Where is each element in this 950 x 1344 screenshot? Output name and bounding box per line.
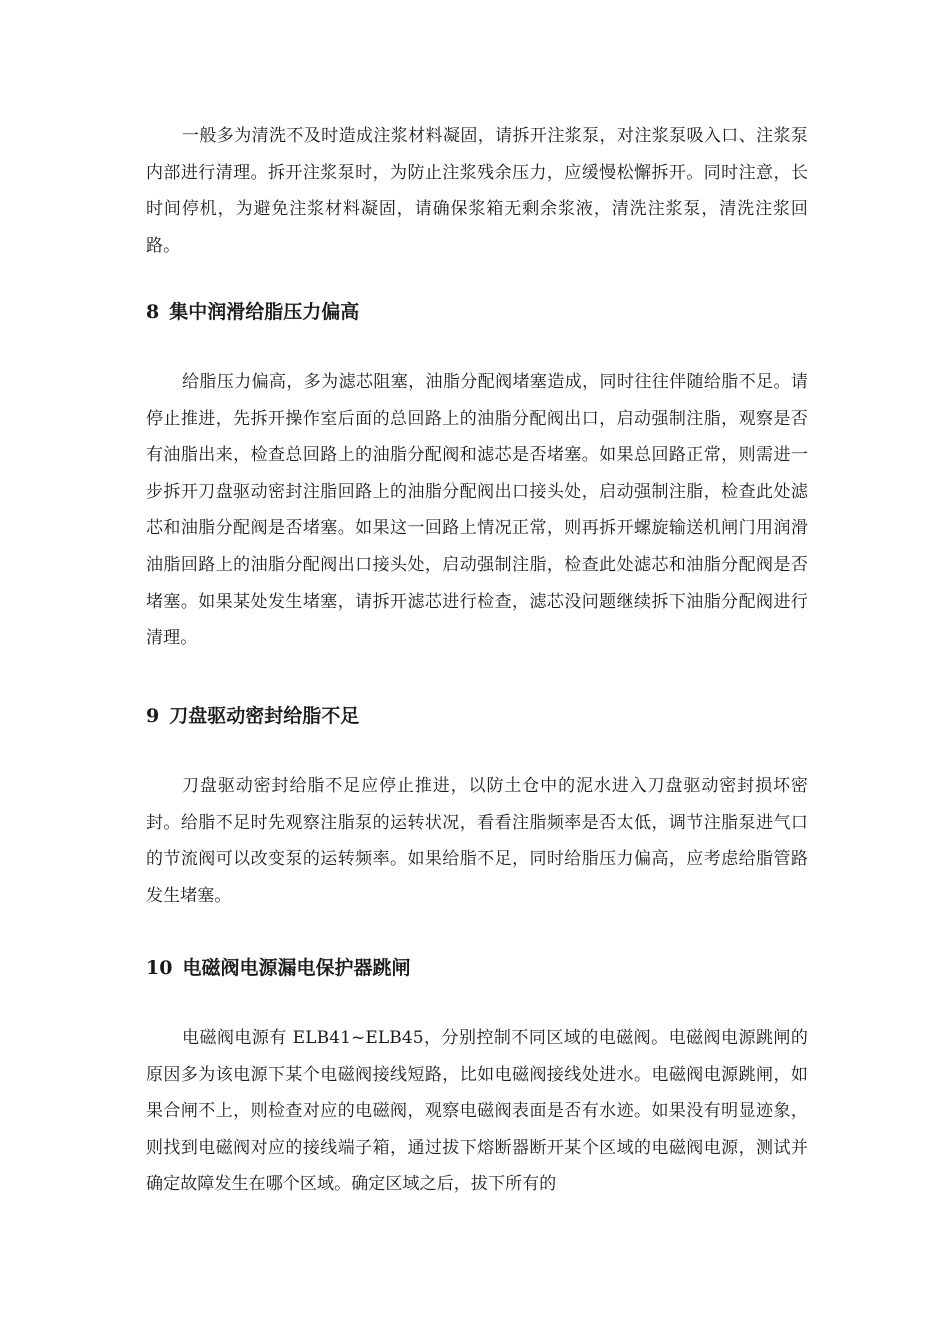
section-number: 9 — [146, 705, 160, 727]
paragraph-solenoid-power — [146, 1020, 808, 1203]
paragraph-text: 电磁阀电源有 ELB41~ELB45，分别控制不同区域的电磁阀。电磁阀电源跳闸的原因多为该电源下某个电磁阀接线短路，比如电磁阀接线处进水。电磁阀电源跳闸，如果合闸不上，则检查对应的电磁阀，观察电磁阀表面是否有水迹。如果没有明显迹象，则找到电磁阀对应的接线端子箱，通过拔下熔断器断开某个区域的电磁阀电源，测试并确定故障发生在哪个区域。确定区域之后，拔下所有的 — [146, 1028, 808, 1195]
paragraph-text: 一般多为清洗不及时造成注浆材料凝固，请拆开注浆泵，对注浆泵吸入口、注浆泵内部进行清理。拆开注浆泵时，为防止注浆残余压力，应缓慢松懈拆开。同时注意，长时间停机，为避免注浆材料凝固，请确保浆箱无剩余浆液，清洗注浆泵，清洗注浆回路。 — [146, 126, 808, 256]
paragraph-text: 给脂压力偏高，多为滤芯阻塞，油脂分配阀堵塞造成，同时往往伴随给脂不足。请停止推进，先拆开操作室后面的总回路上的油脂分配阀出口，启动强制注脂，观察是否有油脂出来，检查总回路上的油脂分配阀和滤芯是否堵塞。如果总回路正常，则需进一步拆开刀盘驱动密封注脂回路上的油脂分配阀出口接头处，启动强制注脂，检查此处滤芯和油脂分配阀是否堵塞。如果这一回路上情况正常，则再拆开螺旋输送机闸门用润滑油脂回路上的油脂分配阀出口接头处，启动强制注脂，检查此处滤芯和油脂分配阀是否堵塞。如果某处发生堵塞，请拆开滤芯进行检查，滤芯没问题继续拆下油脂分配阀进行清理。 — [146, 372, 808, 649]
section-title: 刀盘驱动密封给脂不足 — [169, 705, 360, 727]
section-heading-9 — [146, 704, 808, 728]
section-title: 电磁阀电源漏电保护器跳闸 — [182, 957, 411, 979]
section-number: 8 — [146, 301, 160, 323]
paragraph-grouting-pump — [146, 118, 808, 264]
paragraph-grease-pressure — [146, 364, 808, 657]
section-heading-8 — [146, 300, 808, 324]
section-title: 集中润滑给脂压力偏高 — [169, 301, 360, 323]
paragraph-seal-grease — [146, 768, 808, 914]
section-heading-10 — [146, 956, 808, 980]
paragraph-text: 刀盘驱动密封给脂不足应停止推进，以防土仓中的泥水进入刀盘驱动密封损坏密封。给脂不足时先观察注脂泵的运转状况，看看注脂频率是否太低，调节注脂泵进气口的节流阀可以改变泵的运转频率。如果给脂不足，同时给脂压力偏高，应考虑给脂管路发生堵塞。 — [146, 776, 808, 906]
section-number: 10 — [146, 957, 173, 979]
